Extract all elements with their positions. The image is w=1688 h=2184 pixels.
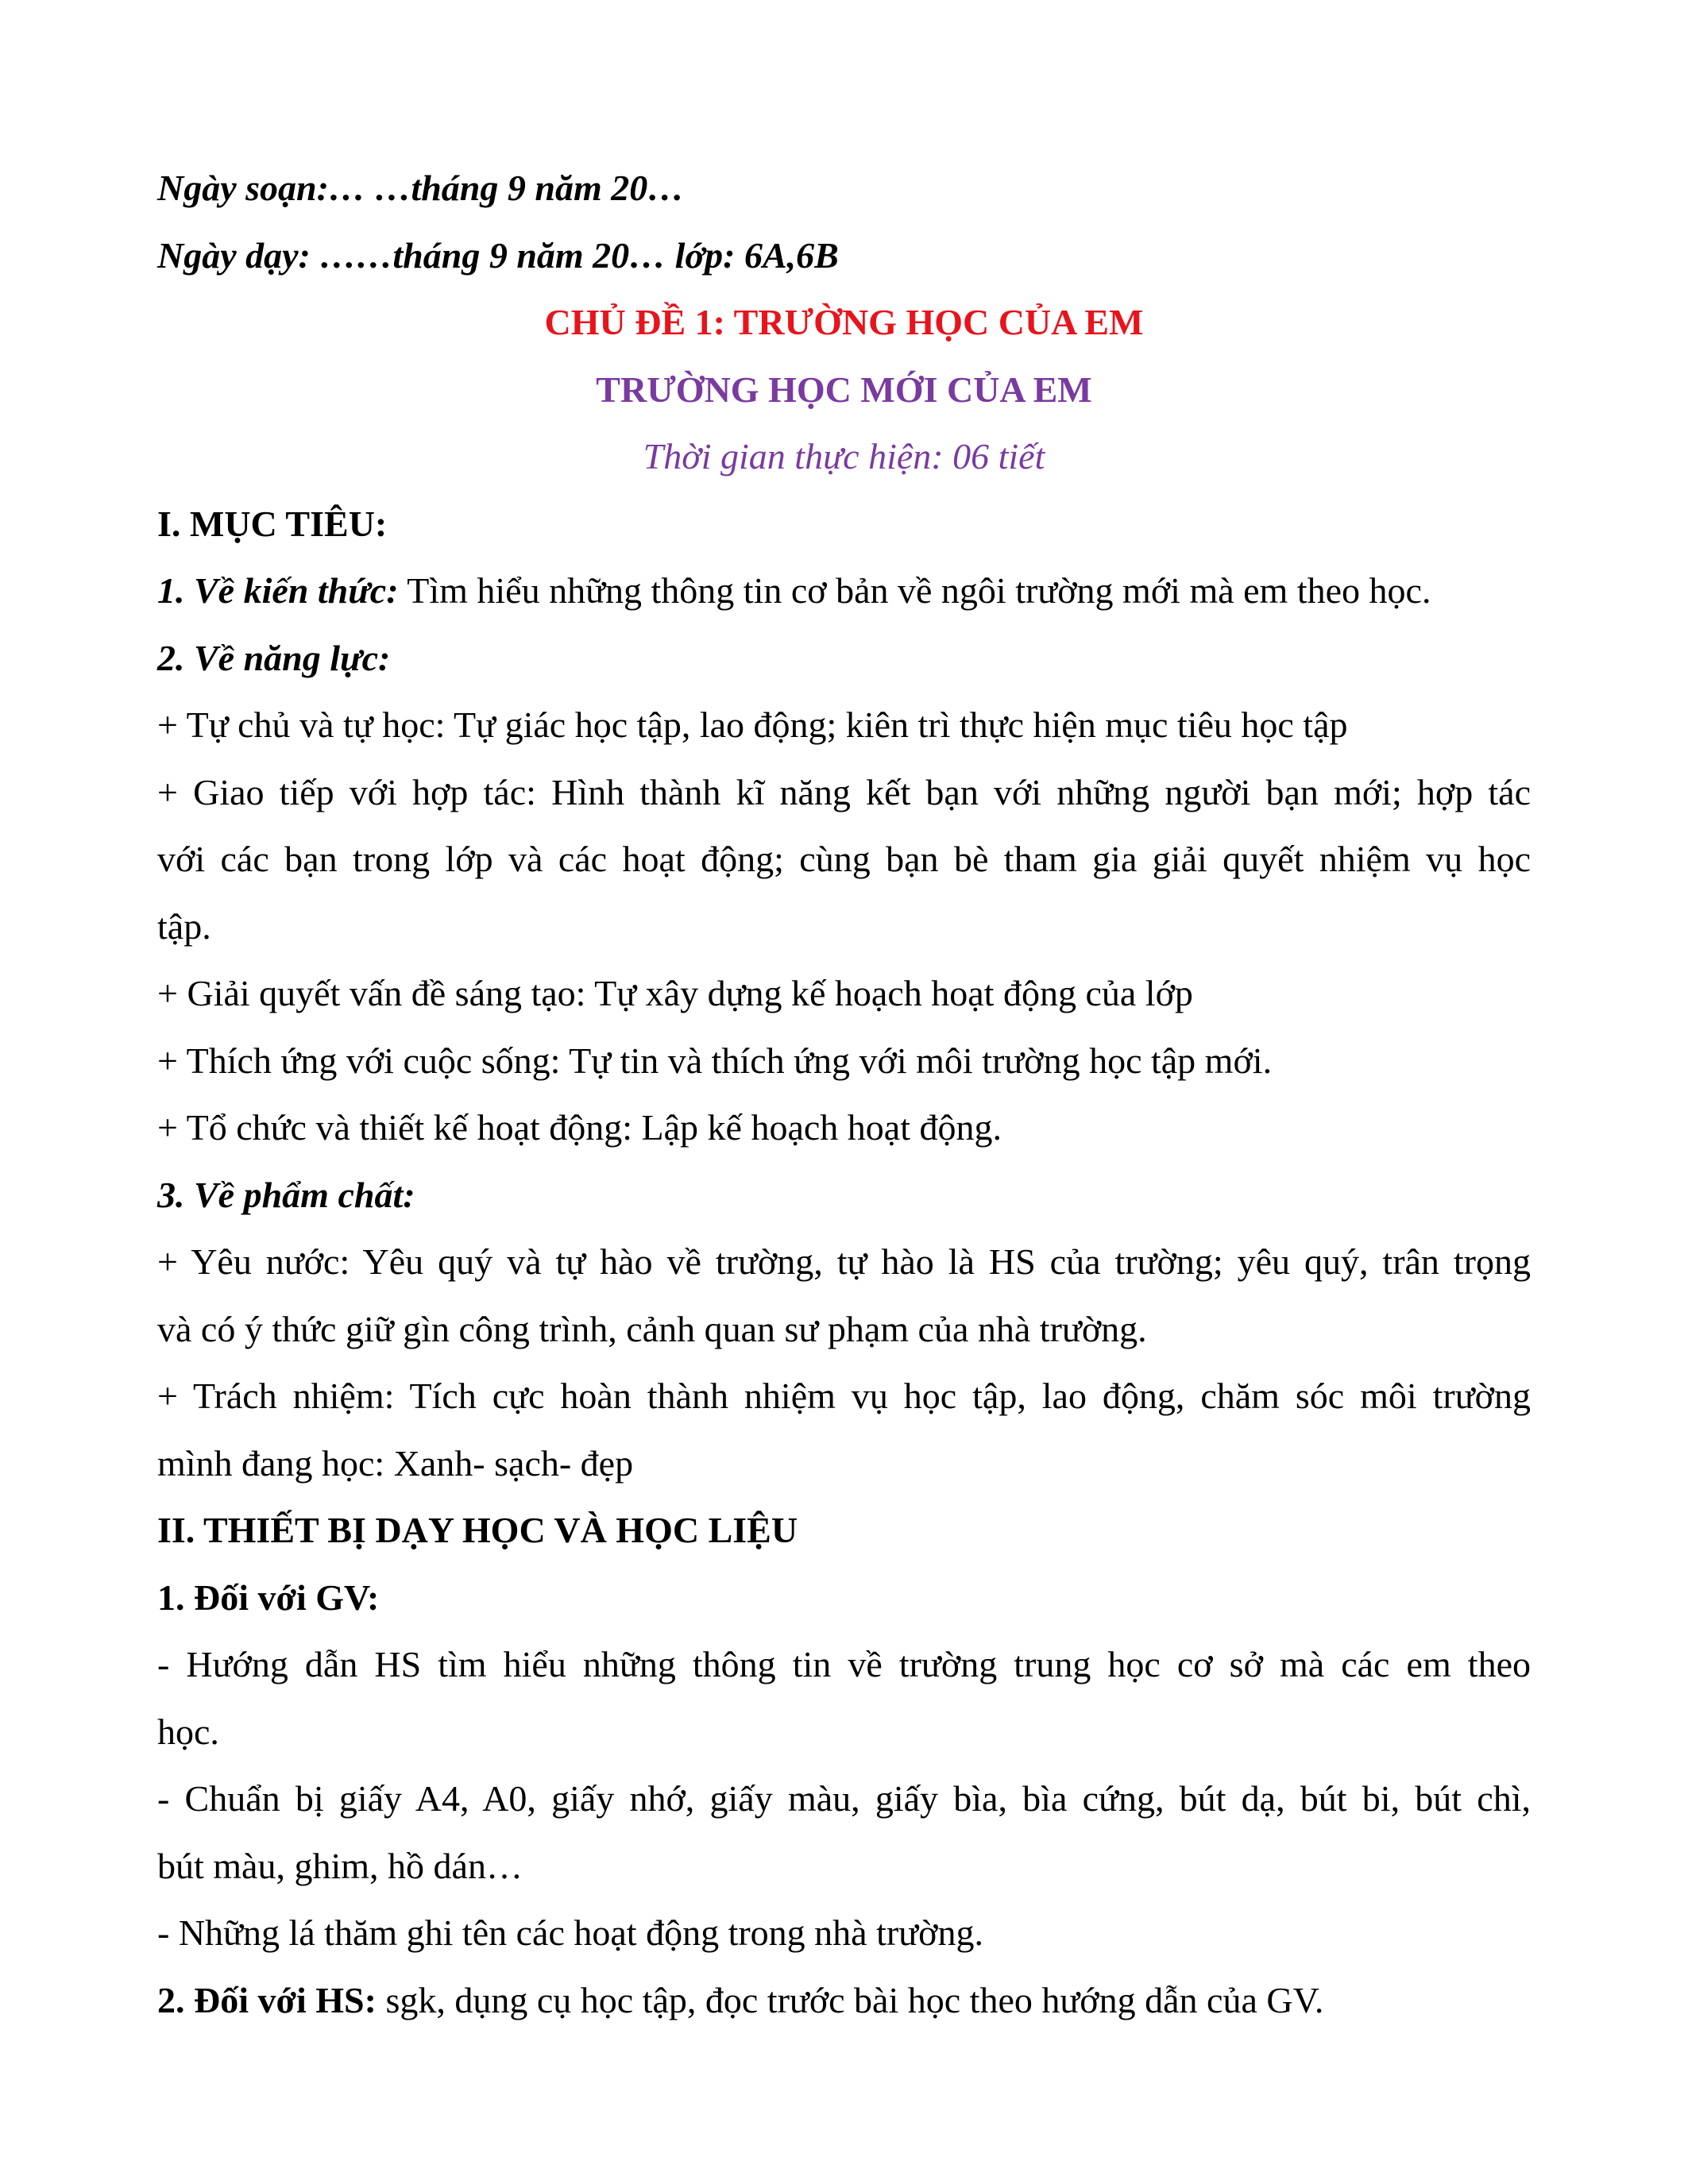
student-paragraph — [157, 1967, 1531, 2035]
teacher-item — [157, 1900, 1531, 1967]
teacher-item — [157, 1631, 1531, 1765]
ability-line: + Tổ chức và thiết kế hoạt động: Lập kế hoạch hoạt động. — [157, 1107, 1002, 1148]
ability-item — [157, 692, 1531, 759]
quality-line: + Yêu nước: Yêu quý và tự hào về trường, tự hào là HS của trường; yêu quý, trân trọng — [157, 1241, 1531, 1282]
quality-item — [157, 1363, 1531, 1497]
teacher-line: - Hướng dẫn HS tìm hiểu những thông tin về trường trung học cơ sở mà các em theo — [157, 1644, 1531, 1684]
ability-item — [157, 759, 1531, 961]
lesson-title: TRƯỜNG HỌC MỚI CỦA EM — [596, 369, 1092, 410]
document-page — [157, 155, 1531, 2034]
knowledge-label: 1. Về kiến thức: — [157, 570, 399, 611]
duration: Thời gian thực hiện: 06 tiết — [643, 436, 1045, 477]
teacher-item — [157, 1765, 1531, 1900]
section2-heading: II. THIẾT BỊ DẠY HỌC VÀ HỌC LIỆU — [157, 1510, 798, 1550]
quality-item — [157, 1229, 1531, 1363]
teacher-line: học. — [157, 1711, 219, 1752]
section1-heading: I. MỤC TIÊU: — [157, 503, 388, 544]
quality-line: mình đang học: Xanh- sạch- đẹp — [157, 1442, 634, 1484]
quality-line: + Trách nhiệm: Tích cực hoàn thành nhiệm vụ học tập, lao động, chăm sóc môi trường — [157, 1376, 1531, 1416]
teacher-line: - Những lá thăm ghi tên các hoạt động trong nhà trường. — [157, 1912, 983, 1953]
quality-label: 3. Về phẩm chất: — [157, 1174, 415, 1215]
ability-line: + Tự chủ và tự học: Tự giác học tập, lao động; kiên trì thực hiện mục tiêu học tập — [157, 704, 1348, 745]
ability-line: + Giao tiếp với hợp tác: Hình thành kĩ năng kết bạn với những người bạn mới; hợp tác — [157, 771, 1531, 812]
date-taught: Ngày dạy: ……tháng 9 năm 20… lớp: 6A,6B — [157, 234, 839, 276]
teacher-line: bút màu, ghim, hồ dán… — [157, 1845, 523, 1886]
student-text: sgk, dụng cụ học tập, đọc trước bài học theo hướng dẫn của GV. — [376, 1979, 1324, 2020]
teacher-line: - Chuẩn bị giấy A4, A0, giấy nhớ, giấy màu, giấy bìa, bìa cứng, bút dạ, bút bi, bút chì, — [157, 1778, 1531, 1819]
knowledge-paragraph — [157, 558, 1531, 625]
ability-item — [157, 960, 1531, 1028]
ability-line: + Thích ứng với cuộc sống: Tự tin và thích ứng với môi trường học tập mới. — [157, 1040, 1273, 1081]
ability-item — [157, 1094, 1531, 1162]
ability-line: + Giải quyết vấn đề sáng tạo: Tự xây dựng kế hoạch hoạt động của lớp — [157, 973, 1193, 1013]
student-label: 2. Đối với HS: — [157, 1979, 377, 2020]
ability-item — [157, 1028, 1531, 1095]
knowledge-text: Tìm hiểu những thông tin cơ bản về ngôi trường mới mà em theo học. — [398, 570, 1431, 611]
teacher-label: 1. Đối với GV: — [157, 1576, 380, 1618]
ability-line: với các bạn trong lớp và các hoạt động; cùng bạn bè tham gia giải quyết nhiệm vụ học — [157, 839, 1531, 879]
ability-label: 2. Về năng lực: — [157, 637, 391, 678]
ability-line: tập. — [157, 905, 211, 947]
quality-line: và có ý thức giữ gìn công trình, cảnh quan sư phạm của nhà trường. — [157, 1308, 1147, 1349]
date-prepared: Ngày soạn:… …tháng 9 năm 20… — [157, 168, 685, 208]
topic-title: CHỦ ĐỀ 1: TRƯỜNG HỌC CỦA EM — [544, 302, 1144, 342]
